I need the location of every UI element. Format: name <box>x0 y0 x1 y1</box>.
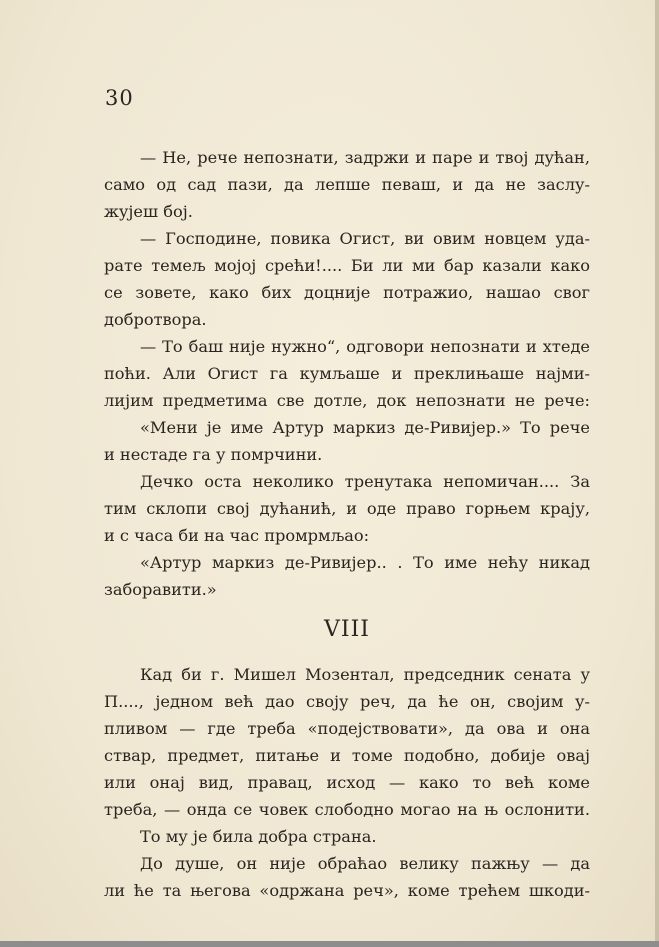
text-section-before-heading <box>104 144 590 603</box>
chapter-heading: VIII <box>324 617 370 642</box>
text-line: се зовете, како бих доцније потражио, нашао свог <box>104 283 590 302</box>
text-line: Дечко оста неколико тренутака непомичан.... За <box>140 472 590 491</box>
text-line: заборавити.» <box>104 580 217 599</box>
text-line: жујеш бој. <box>104 202 193 221</box>
page-number: 30 <box>105 86 134 110</box>
text-line: — Господине, повика Огист, ви овим новцем уда- <box>140 229 590 248</box>
text-line: и нестаде га у помрчини. <box>104 445 323 464</box>
text-line: Кад би г. Мишел Мозентал, председник сената у <box>140 665 590 684</box>
text-line: пливом — где треба «подејствовати», да ова и она <box>104 719 590 738</box>
text-line: П...., једном већ дао своју реч, да ће он, својим у- <box>104 692 590 711</box>
text-line: То му је била добра страна. <box>140 827 377 846</box>
text-line: рате темељ мојој срећи!.... Би ли ми бар казали како <box>104 256 590 275</box>
body-text <box>104 144 590 904</box>
text-line: лијим предметима све дотле, док непознати не рече: <box>104 391 590 410</box>
text-line: само од сад пази, да лепше певаш, и да не заслу- <box>104 175 590 194</box>
text-line: ствар, предмет, питање и томе подобно, добије овај <box>104 746 590 765</box>
text-line: «Мени је име Артур маркиз де-Ривијер.» То рече <box>140 418 590 437</box>
text-line: тим склопи свој дућанић, и оде право горњем крају, <box>104 499 590 518</box>
text-line: — Не, рече непознати, задржи и паре и твој дућан, <box>140 148 590 167</box>
page-edge-shadow <box>655 0 659 947</box>
text-line: и с часа би на час промрмљао: <box>104 526 370 545</box>
text-line: добротвора. <box>104 310 207 329</box>
text-section-after-heading <box>104 661 590 904</box>
text-line: треба, — онда се човек слободно могао на њ ослонити. <box>104 800 590 819</box>
text-line: «Артур маркиз де-Ривијер.. . То име нећу никад <box>140 553 590 572</box>
scan-bottom-border <box>0 941 659 947</box>
text-line: или онај вид, правац, исход — како то већ коме <box>104 773 590 792</box>
text-line: ли ће та његова «одржана реч», коме трећем шкоди- <box>104 881 590 900</box>
text-line: До душе, он није обраћао велику пажњу — да <box>140 854 590 873</box>
text-line: поћи. Али Огист га кумљаше и преклињаше најми- <box>104 364 590 383</box>
text-line: — То баш није нужно“, одговори непознати и хтеде <box>140 337 590 356</box>
